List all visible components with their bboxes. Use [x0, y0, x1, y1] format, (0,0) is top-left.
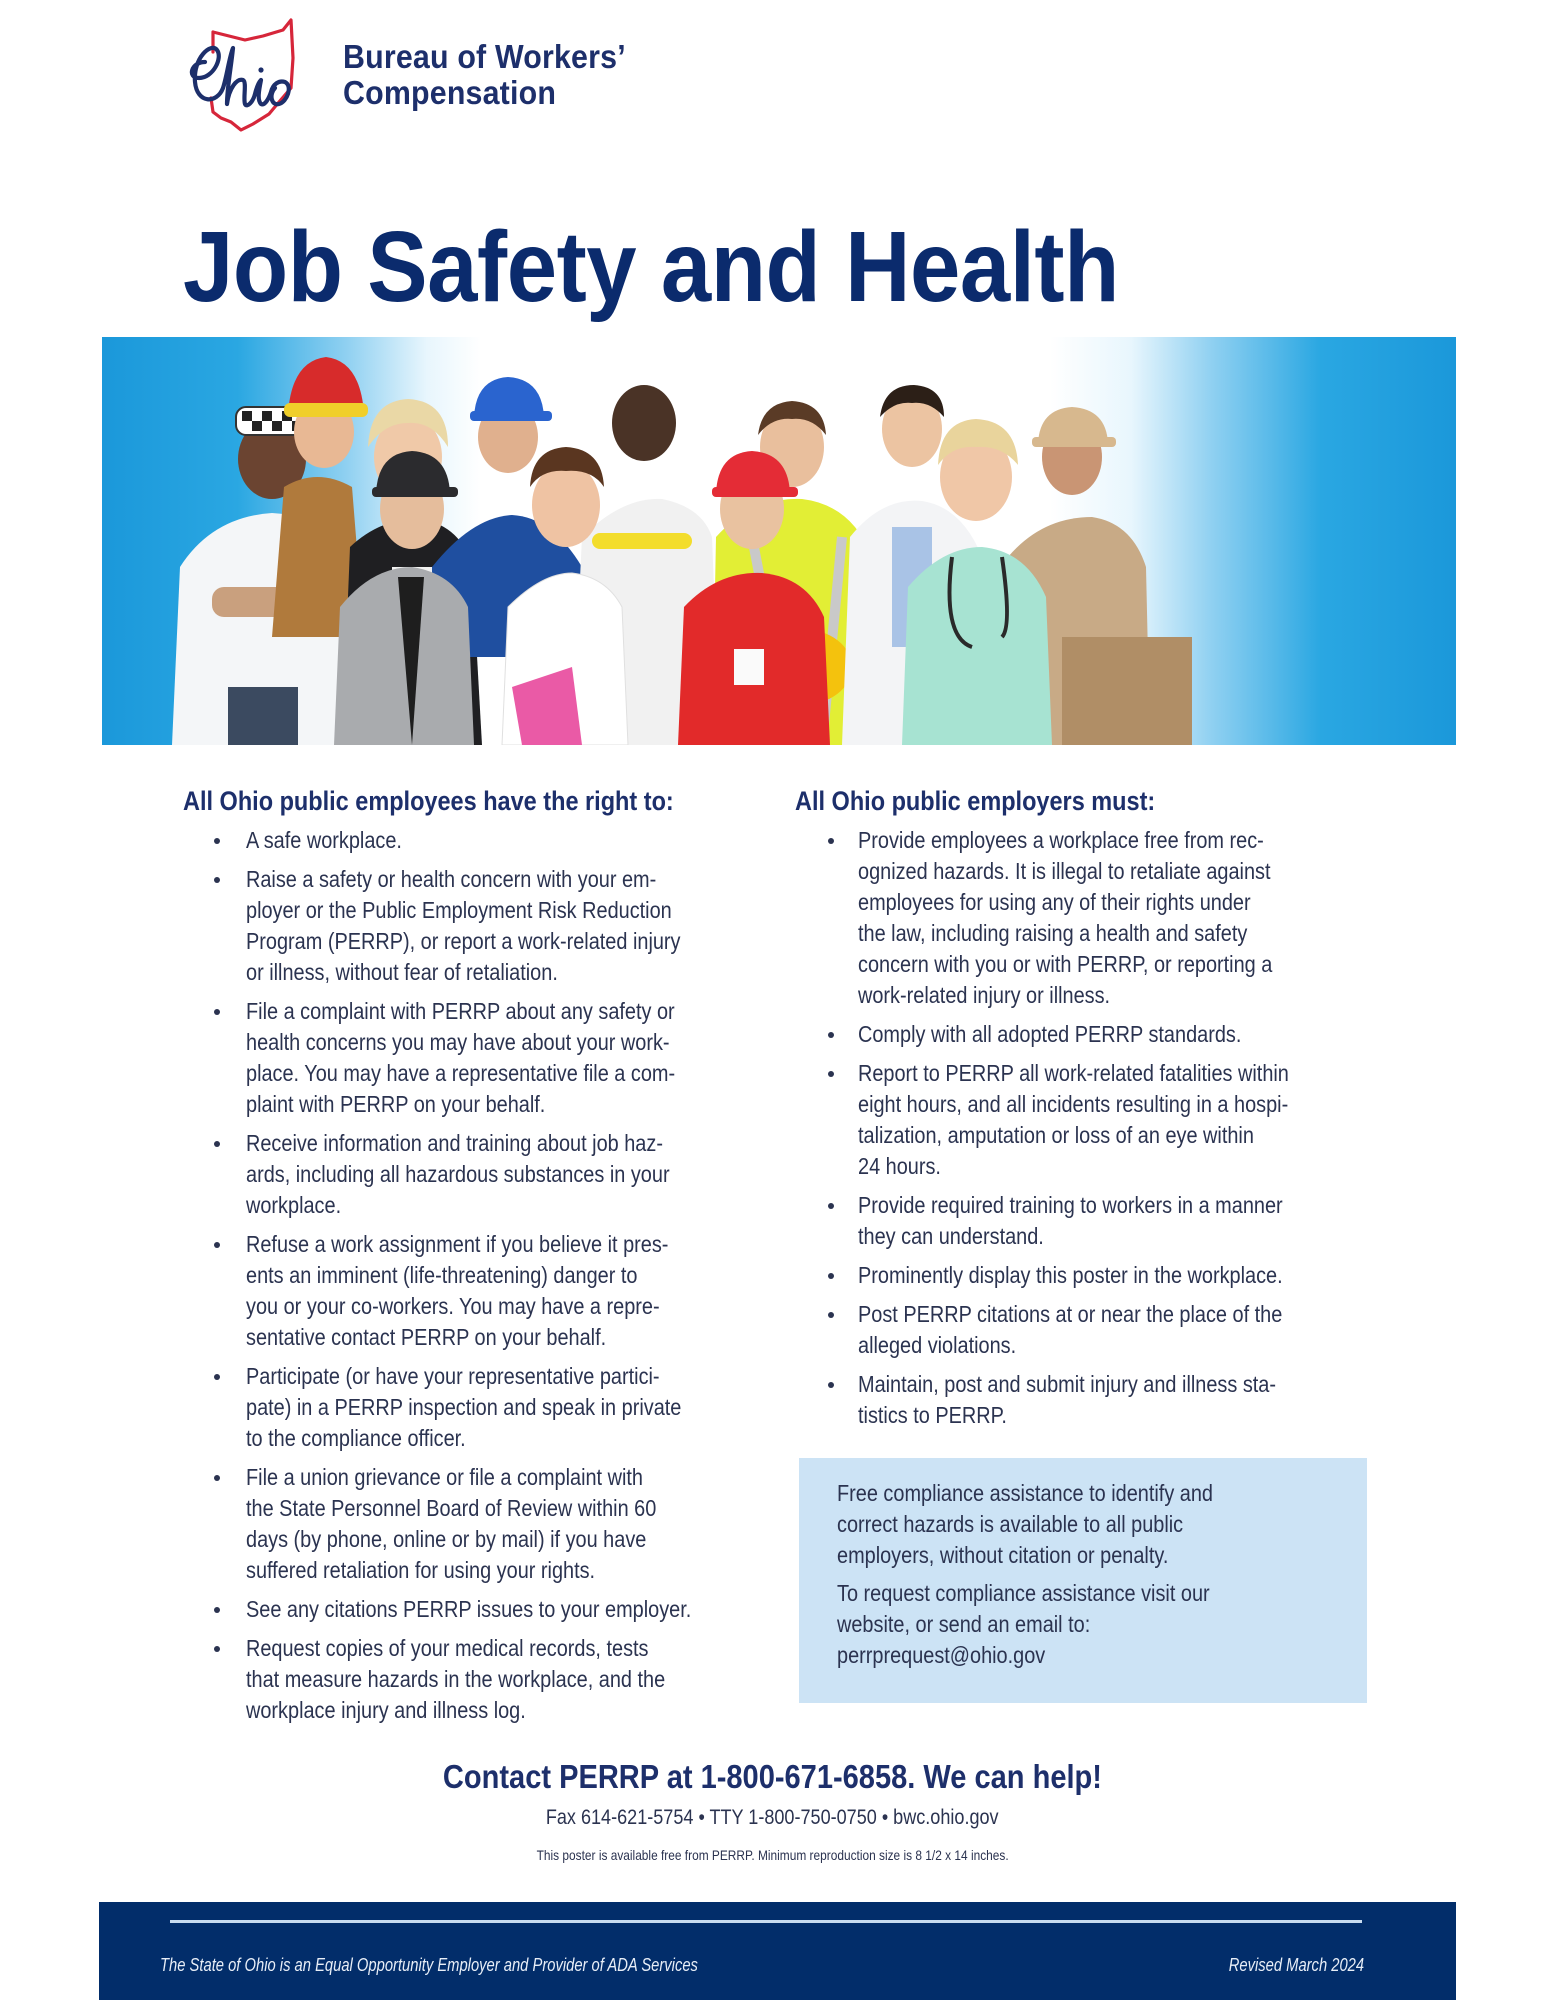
list-item-line: health concerns you may have about your work- [246, 1029, 670, 1055]
list-item-line: Prominently display this poster in the workplace. [858, 1262, 1283, 1288]
bullet-icon [828, 1071, 834, 1077]
bullet-icon [828, 1032, 834, 1038]
org-name-line1: Bureau of Workers’ [343, 38, 626, 75]
employers-duties-list [828, 825, 1373, 1439]
worker-nurse [902, 419, 1052, 745]
employees-rights-list [214, 825, 754, 1734]
list-item [214, 1633, 754, 1726]
list-item [214, 1128, 754, 1221]
list-item-line: to the compliance officer. [246, 1425, 466, 1451]
assistance-line[interactable]: perrprequest@ohio.gov [837, 1642, 1046, 1668]
list-item-line: Refuse a work assignment if you believe it pres- [246, 1231, 669, 1257]
list-item [828, 825, 1373, 1011]
bullet-icon [828, 1312, 834, 1318]
list-item-line: pate) in a PERRP inspection and speak in private [246, 1394, 682, 1420]
list-item-line: tistics to PERRP. [858, 1402, 1007, 1428]
list-item-line: ards, including all hazardous substances in your [246, 1161, 670, 1187]
bullet-icon [214, 1607, 220, 1613]
list-item-line: Request copies of your medical records, tests [246, 1635, 649, 1661]
list-item-line: File a union grievance or file a complaint with [246, 1464, 644, 1490]
list-item-line: Comply with all adopted PERRP standards. [858, 1021, 1242, 1047]
list-item [214, 1229, 754, 1353]
bullet-icon [828, 1382, 834, 1388]
list-item-line: work-related injury or illness. [858, 982, 1111, 1008]
list-item-line: Post PERRP citations at or near the place of the [858, 1301, 1283, 1327]
contact-details [0, 1806, 1545, 1830]
list-item-line: employees for using any of their rights under [858, 889, 1251, 915]
assistance-line: correct hazards is available to all public [837, 1511, 1184, 1537]
assistance-line: website, or send an email to: [837, 1611, 1091, 1637]
list-item-line: Provide required training to workers in a manner [858, 1192, 1283, 1218]
workers-banner [102, 337, 1456, 745]
list-item-line: concern with you or with PERRP, or reporting a [858, 951, 1273, 977]
bullet-icon [214, 1141, 220, 1147]
bwc-logo [183, 18, 663, 136]
list-item [828, 1369, 1373, 1431]
list-item-line: you or your co-workers. You may have a repre- [246, 1293, 660, 1319]
list-item-line: workplace injury and illness log. [246, 1697, 526, 1723]
list-item [214, 1361, 754, 1454]
list-item-line: Receive information and training about job haz- [246, 1130, 663, 1156]
contact-headline-text: Contact PERRP at 1-800-671-6858. We can help! [442, 1758, 1103, 1795]
list-item-line: Provide employees a workplace free from rec- [858, 827, 1264, 853]
worker-fitness [502, 447, 628, 745]
ohio-state-outline-icon [183, 18, 333, 136]
assistance-line: To request compliance assistance visit our [837, 1580, 1210, 1606]
list-item [214, 825, 754, 856]
list-item [214, 1594, 754, 1625]
list-item-line: 24 hours. [858, 1153, 941, 1179]
bullet-icon [828, 1203, 834, 1209]
list-item-line: Program (PERRP), or report a work-related injury [246, 928, 681, 954]
list-item-line: See any citations PERRP issues to your employer. [246, 1596, 692, 1622]
list-item-line: place. You may have a representative file a com- [246, 1060, 676, 1086]
assistance-paragraph-1 [837, 1478, 1272, 1571]
footer-divider [170, 1920, 1362, 1923]
bullet-icon [214, 1374, 220, 1380]
bullet-icon [214, 838, 220, 844]
reproduction-note [0, 1847, 1545, 1863]
list-item-line: eight hours, and all incidents resulting in a hospi- [858, 1091, 1289, 1117]
bullet-icon [214, 1242, 220, 1248]
list-item [214, 996, 754, 1120]
workers-group-photo-icon [102, 337, 1456, 745]
list-item-line: suffered retaliation for using your rights. [246, 1557, 596, 1583]
footer-band [99, 1902, 1456, 2000]
assistance-line: employers, without citation or penalty. [837, 1542, 1169, 1568]
list-item [828, 1019, 1373, 1050]
list-item-line: ployer or the Public Employment Risk Reduction [246, 897, 672, 923]
list-item-line: workplace. [246, 1192, 342, 1218]
list-item-line: the law, including raising a health and safety [858, 920, 1248, 946]
bullet-icon [214, 1646, 220, 1652]
contact-headline [0, 1758, 1545, 1796]
bullet-icon [214, 877, 220, 883]
compliance-assistance-box [799, 1458, 1367, 1703]
list-item-line: Participate (or have your representative partici- [246, 1363, 660, 1389]
list-item-line: A safe workplace. [246, 827, 402, 853]
revision-date: Revised March 2024 [1228, 1955, 1364, 1975]
assistance-line: Free compliance assistance to identify and [837, 1480, 1214, 1506]
contact-details-text[interactable]: Fax 614-621-5754 • TTY 1-800-750-0750 • bwc.ohio.gov [546, 1806, 999, 1829]
list-item-line: Raise a safety or health concern with your em- [246, 866, 657, 892]
bullet-icon [214, 1009, 220, 1015]
assistance-paragraph-2 [837, 1578, 1268, 1671]
list-item-line: days (by phone, online or by mail) if you have [246, 1526, 647, 1552]
page-title: Job Safety and Health [183, 211, 1119, 323]
list-item [214, 1462, 754, 1586]
list-item-line: the State Personnel Board of Review within 60 [246, 1495, 657, 1521]
list-item-line: talization, amputation or loss of an eye within [858, 1122, 1254, 1148]
list-item-line: sentative contact PERRP on your behalf. [246, 1324, 607, 1350]
list-item-line: they can understand. [858, 1223, 1044, 1249]
list-item [828, 1058, 1373, 1182]
org-name-line2: Compensation [343, 74, 557, 111]
list-item-line: plaint with PERRP on your behalf. [246, 1091, 546, 1117]
list-item-line: ognized hazards. It is illegal to retaliate against [858, 858, 1271, 884]
list-item-line: File a complaint with PERRP about any safety or [246, 998, 675, 1024]
employers-duties-heading: All Ohio public employers must: [795, 786, 1156, 816]
list-item-line: Report to PERRP all work-related fatalities within [858, 1060, 1289, 1086]
reproduction-note-text: This poster is available free from PERRP. Minimum reproduction size is 8 1/2 x 14 inches. [536, 1847, 1009, 1863]
list-item-line: alleged violations. [858, 1332, 1017, 1358]
bullet-icon [828, 838, 834, 844]
list-item [214, 864, 754, 988]
worker-security [334, 451, 474, 745]
equal-opportunity-statement: The State of Ohio is an Equal Opportunity Employer and Provider of ADA Services [160, 1955, 698, 1975]
list-item [828, 1260, 1373, 1291]
bullet-icon [828, 1273, 834, 1279]
list-item-line: or illness, without fear of retaliation. [246, 959, 558, 985]
worker-delivery-red [678, 451, 830, 745]
list-item-line: that measure hazards in the workplace, and the [246, 1666, 666, 1692]
list-item-line: Maintain, post and submit injury and illness sta- [858, 1371, 1277, 1397]
bullet-icon [214, 1475, 220, 1481]
list-item [828, 1299, 1373, 1361]
list-item [828, 1190, 1373, 1252]
list-item-line: ents an imminent (life-threatening) danger to [246, 1262, 638, 1288]
employees-rights-heading: All Ohio public employees have the right to: [183, 786, 674, 816]
